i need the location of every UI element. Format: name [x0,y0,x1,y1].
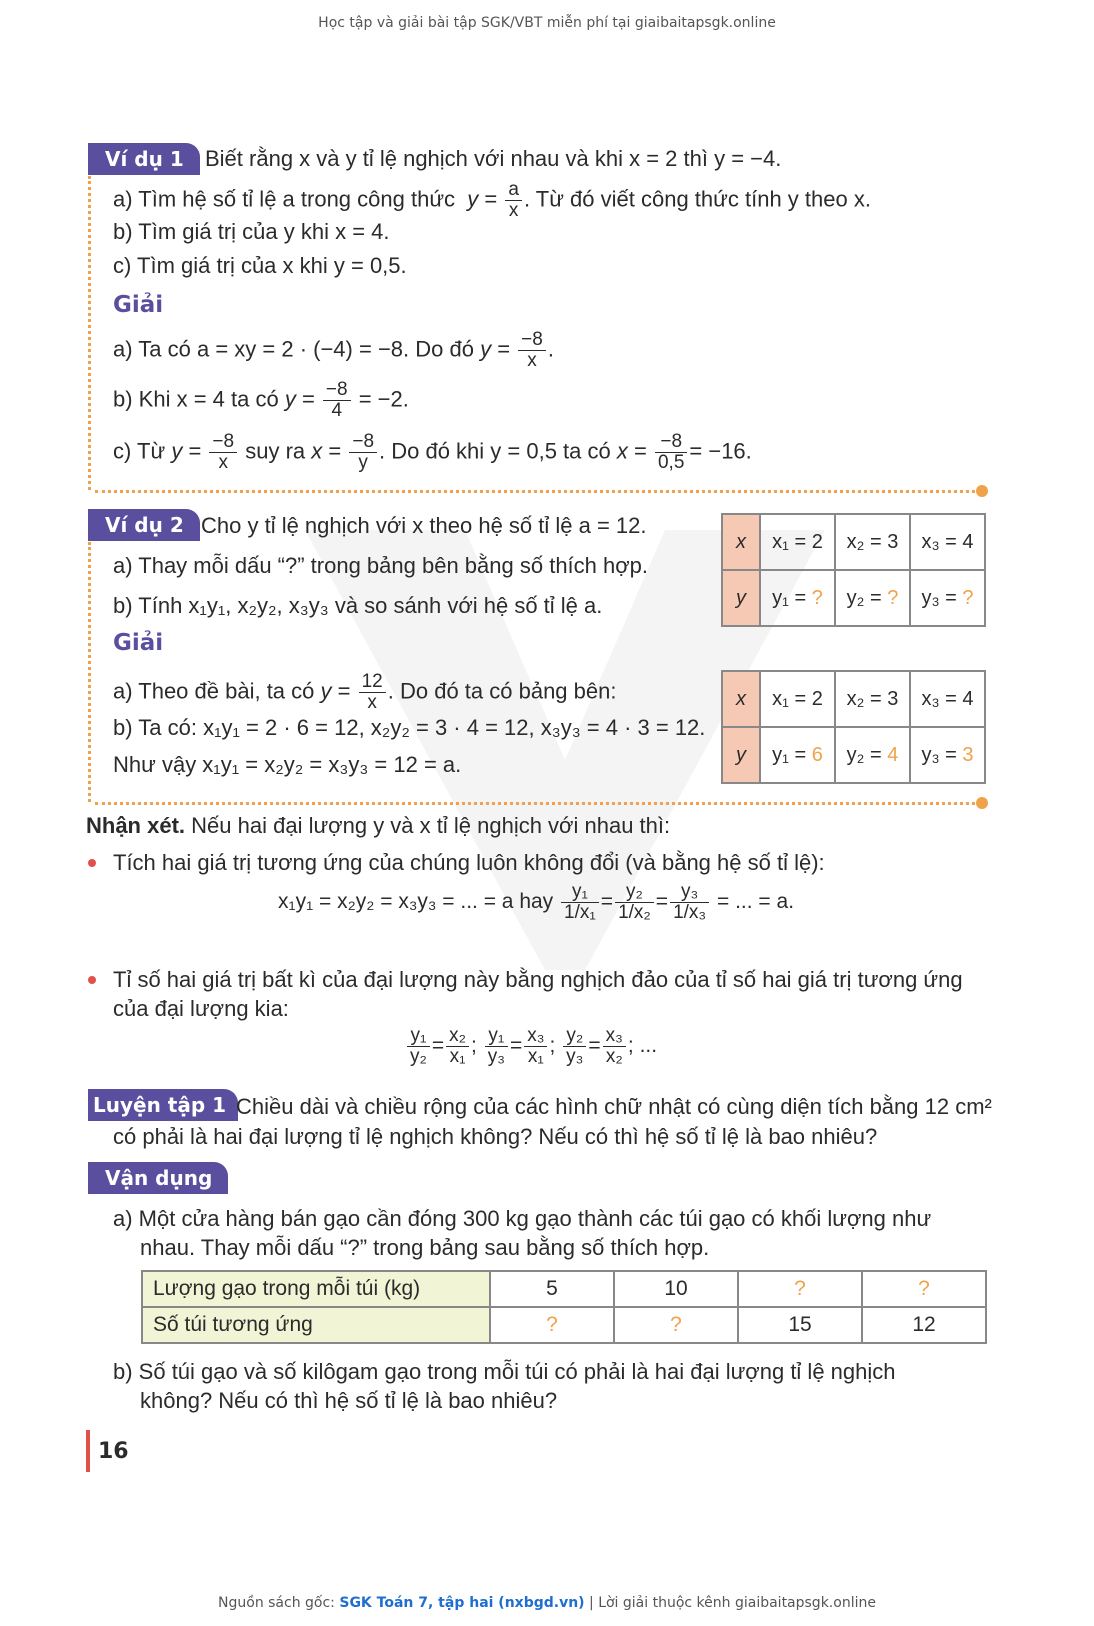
table-cell: x₁ = 2 [760,514,835,570]
example2-statement: Cho y tỉ lệ nghịch với x theo hệ số tỉ lệ a = 12. [201,513,647,538]
table-cell: ? [862,1271,986,1307]
table-cell: x₁ = 2 [760,671,835,727]
example1-solution-a: a) Ta có a = xy = 2 · (−4) = −8. Do đó y = $\frac{-8}{x}$ . [113,329,554,371]
table-cell: x₃ = 4 [910,671,985,727]
table-row [142,1307,986,1343]
example1-part-b: b) Tìm giá trị của y khi x = 4. [113,219,390,244]
example1-part-c: c) Tìm giá trị của x khi y = 0,5. [113,253,407,278]
table-cell: Số túi tương ứng [142,1307,490,1343]
bottom-banner: Nguồn sách gốc: SGK Toán 7, tập hai (nxbgd.vn) | Lời giải thuộc kênh giaibaitapsgk.online [218,1595,876,1611]
remark-formula-1: x₁y₁ = x₂y₂ = x₃y₃ = ... = a hay $\frac{\text{y₁}}{\text{1/x₁}}$ = $\frac{\text{y₂}}{\text{1/x₂}}$ = $\frac{\text{y₃}}{\text{1/x₃}}$ = ... = a. [278,881,795,923]
table-cell: ? [614,1307,738,1343]
practice-line-1: Chiều dài và chiều rộng của các hình chữ nhật có cùng diện tích bằng 12 cm² [236,1094,992,1119]
example1-solution-heading: Giải [113,292,164,318]
apply-b-line-1: b) Số túi gạo và số kilôgam gạo trong mỗi túi có phải là hai đại lượng tỉ lệ nghịch [113,1359,896,1384]
table-cell: y₃ = ? [910,570,985,626]
apply-tag: Vận dụng [88,1162,228,1194]
example2-question-table [721,513,986,627]
example1-border-end [976,485,988,497]
apply-b-line-2: không? Nếu có thì hệ số tỉ lệ là bao nhiêu? [140,1388,558,1413]
source-link[interactable]: SGK Toán 7, tập hai (nxbgd.vn) [339,1595,585,1611]
table-cell: x₃ = 4 [910,514,985,570]
example2-solution-b: b) Ta có: x₁y₁ = 2 · 6 = 12, x₂y₂ = 3 · 4 = 12, x₃y₃ = 4 · 3 = 12. [113,715,706,740]
example1-statement: Biết rằng x và y tỉ lệ nghịch với nhau và khi x = 2 thì y = −4. [205,146,782,171]
practice-tag: Luyện tập 1 [88,1089,238,1121]
page-number: 16 [86,1430,129,1472]
example2-part-a: a) Thay mỗi dấu “?” trong bảng bên bằng số thích hợp. [113,553,649,578]
table-row [142,1271,986,1307]
example1-tag: Ví dụ 1 [88,143,200,175]
remark-intro: Nhận xét. Nếu hai đại lượng y và x tỉ lệ nghịch với nhau thì: [86,813,671,838]
table-cell: y₃ = 3 [910,727,985,783]
table-cell: y₂ = ? [835,570,910,626]
bullet-icon [88,976,96,984]
table-cell: ? [738,1271,862,1307]
table-header-y: y [722,727,760,783]
table-cell: y₁ = 6 [760,727,835,783]
remark-bullet-1: Tích hai giá trị tương ứng của chúng luôn không đổi (và bằng hệ số tỉ lệ): [113,850,825,875]
example1-border-bottom [95,490,981,493]
remark-bullet-2-line-1: Tỉ số hai giá trị bất kì của đại lượng này bằng nghịch đảo của tỉ số hai giá trị tương ứng [113,967,963,992]
example2-border-left [88,542,91,802]
table-header-x: x [722,514,760,570]
example2-border-end [976,797,988,809]
example1-solution-c: c) Từ y = $\frac{-8}{x}$ suy ra x = $\frac{-8}{y}$ . Do đó khi y = 0,5 ta có x = $\frac{-8}{0,5}$ = −16. [113,431,752,473]
remark-bullet-2-line-2: của đại lượng kia: [113,996,289,1021]
example2-answer-table [721,670,986,784]
table-cell: y₂ = 4 [835,727,910,783]
example2-solution-a: a) Theo đề bài, ta có y = $\frac{12}{x}$ . Do đó ta có bảng bên: [113,671,617,713]
table-cell: 15 [738,1307,862,1343]
table-cell: 10 [614,1271,738,1307]
example1-solution-b: b) Khi x = 4 ta có y = $\frac{-8}{4}$ = −2. [113,379,409,421]
remark-formula-2: $\frac{\text{y₁}}{\text{y₂}}$ = $\frac{\text{x₂}}{\text{x₁}}$ ; $\frac{\text{y₁}}{\text{y₃}}$ = $\frac{\text{x₃}}{\text{x₁}}$ ; $\frac{\text{y₂}}{\text{y₃}}$ = $\frac{\text{x₃}}{\text{x₂}}$ ; ... [405,1026,657,1067]
table-cell: x₂ = 3 [835,671,910,727]
table-cell: Lượng gạo trong mỗi túi (kg) [142,1271,490,1307]
apply-a-line-2: nhau. Thay mỗi dấu “?” trong bảng sau bằng số thích hợp. [140,1235,710,1260]
apply-a-line-1: a) Một cửa hàng bán gạo cần đóng 300 kg gạo thành các túi gạo có khối lượng như [113,1206,932,1231]
practice-line-2: có phải là hai đại lượng tỉ lệ nghịch không? Nếu có thì hệ số tỉ lệ là bao nhiêu? [113,1124,878,1149]
rice-table [141,1270,987,1344]
example2-part-b: b) Tính x₁y₁, x₂y₂, x₃y₃ và so sánh với hệ số tỉ lệ a. [113,593,603,618]
table-cell: x₂ = 3 [835,514,910,570]
example2-border-bottom [95,802,981,805]
example2-solution-c: Như vậy x₁y₁ = x₂y₂ = x₃y₃ = 12 = a. [113,752,462,777]
table-cell: y₁ = ? [760,570,835,626]
top-banner: Học tập và giải bài tập SGK/VBT miễn phí tại giaibaitapsgk.online [318,15,776,31]
example1-border-left [88,176,91,490]
example2-solution-heading: Giải [113,630,164,656]
example2-tag: Ví dụ 2 [88,509,200,541]
table-header-x: x [722,671,760,727]
table-cell: 5 [490,1271,614,1307]
table-header-y: y [722,570,760,626]
example1-part-a: a) Tìm hệ số tỉ lệ a trong công thức y = $\frac{a}{x}$ . Từ đó viết công thức tính y theo x. [113,179,871,221]
bullet-icon [88,859,96,867]
table-cell: ? [490,1307,614,1343]
table-cell: 12 [862,1307,986,1343]
